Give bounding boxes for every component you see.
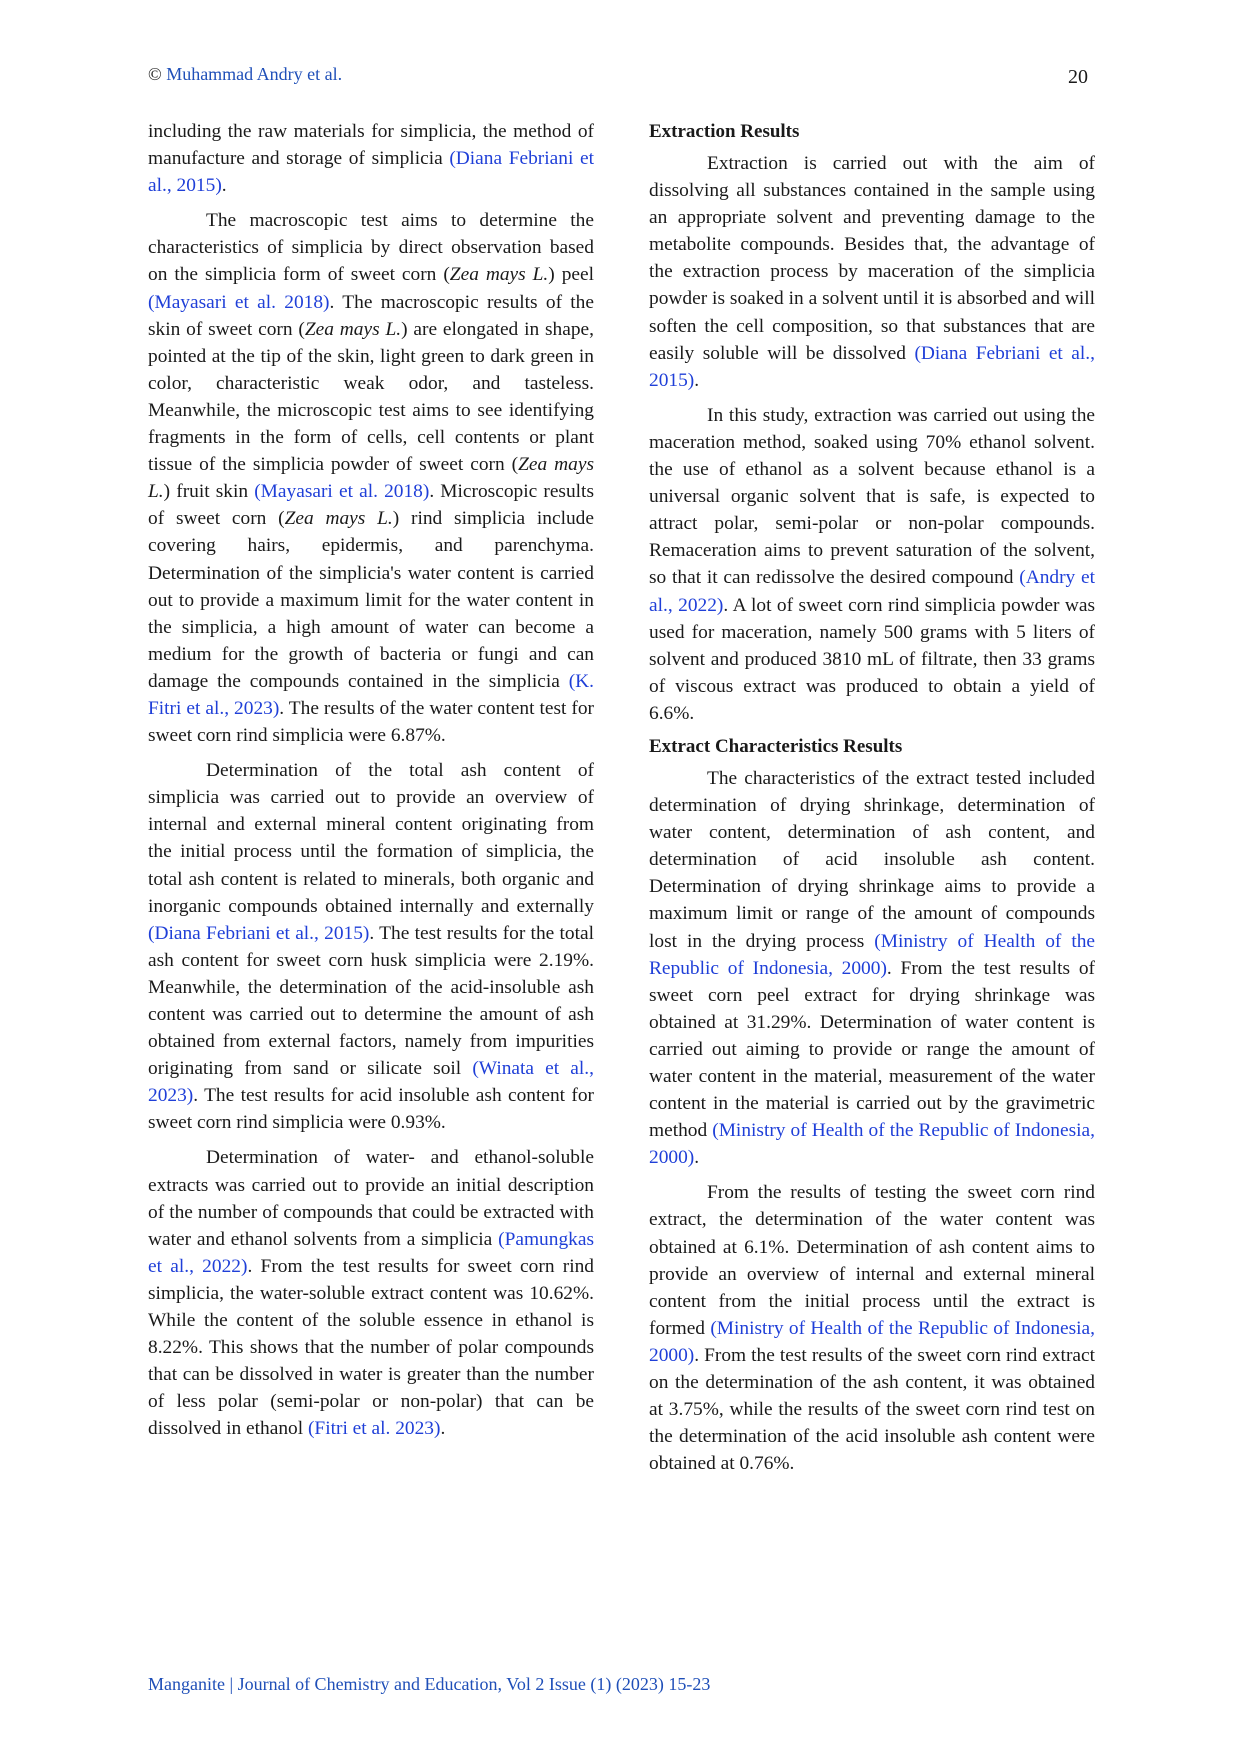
- citation-link[interactable]: (Mayasari et al. 2018): [254, 481, 430, 503]
- citation-link[interactable]: (Winata et al., 2023): [148, 1058, 595, 1107]
- citation-link[interactable]: (Diana Febriani et al., 2015): [148, 148, 594, 197]
- section-heading-extract-characteristics: Extract Characteristics Results: [649, 735, 903, 757]
- species-name: Zea mays L.: [284, 508, 393, 530]
- citation-link[interactable]: (Andry et al., 2022): [649, 567, 1095, 616]
- paragraph: Determination of the total ash content of simplicia was carried out to provide an overview of internal and external mineral content originating from the initial process until the formation of simplicia, the total ash content is related to minerals, both organic and inorganic compounds obtained internally and externally (Diana Febriani et al., 2015). The test results for the total ash content for sweet corn husk simplicia were 2.19%. Meanwhile, the determination of the acid-insoluble ash content was carried out to determine the amount of ash obtained from external factors, namely from impurities originating from sand or silicate soil (Winata et al., 2023). The test results for acid insoluble ash content for sweet corn rind simplicia were 0.93%.: [148, 760, 595, 1134]
- citation-link[interactable]: (Pamungkas et al., 2022): [148, 1228, 594, 1277]
- paragraph: including the raw materials for simplicia, the method of manufacture and storage of simplicia (Diana Febriani et al., 2015).: [148, 121, 594, 197]
- running-header: [148, 64, 342, 85]
- page-number: 20: [1068, 66, 1088, 88]
- paragraph: Extraction is carried out with the aim of dissolving all substances contained in the sample using an appropriate solvent and preventing damage to the metabolite compounds. Besides that, the advantage of the extraction process by maceration of the simplicia powder is soaked in a solvent until it is absorbed and will soften the cell composition, so that substances that are easily soluble will be dissolved (Diana Febriani et al., 2015).: [649, 153, 1096, 391]
- citation-link[interactable]: (K. Fitri et al., 2023): [148, 670, 594, 719]
- citation-link[interactable]: (Mayasari et al. 2018): [148, 291, 330, 313]
- citation-link[interactable]: (Ministry of Health of the Republic of Indonesia, 2000): [649, 930, 1096, 979]
- paragraph: From the results of testing the sweet corn rind extract, the determination of the water content was obtained at 6.1%. Determination of ash content aims to provide an overview of internal and external mineral content from the initial process until the extract is formed (Ministry of Health of the Republic of Indonesia, 2000). From the test results of the sweet corn rind extract on the determination of the ash content, it was obtained at 3.75%, while the results of the sweet corn rind test on the determination of the acid insoluble ash content were obtained at 0.76%.: [649, 1182, 1096, 1475]
- citation-link[interactable]: (Diana Febriani et al., 2015): [649, 342, 1096, 391]
- section-heading-extraction-results: Extraction Results: [649, 121, 800, 142]
- citation-link[interactable]: (Ministry of Health of the Republic of Indonesia, 2000): [649, 1317, 1096, 1366]
- paragraph: In this study, extraction was carried out using the maceration method, soaked using 70% ethanol solvent. the use of ethanol as a solvent because ethanol is a universal organic solvent that is safe, is expected to attract polar, semi-polar or non-polar compounds. Remaceration aims to prevent saturation of the solvent, so that it can redissolve the desired compound (Andry et al., 2022). A lot of sweet corn rind simplicia powder was used for maceration, namely 500 grams with 5 liters of solvent and produced 3810 mL of filtrate, then 33 grams of viscous extract was produced to obtain a yield of 6.6%.: [649, 404, 1096, 724]
- citation-link[interactable]: (Fitri et al. 2023): [307, 1418, 441, 1440]
- author-link[interactable]: Muhammad Andry et al.: [166, 64, 343, 84]
- copyright-symbol: ©: [148, 64, 162, 84]
- species-name: Zea mays L.: [304, 318, 402, 340]
- paragraph: The macroscopic test aims to determine the characteristics of simplicia by direct observation based on the simplicia form of sweet corn (Zea mays L.) peel (Mayasari et al. 2018). The macroscopic results of the skin of sweet corn (Zea mays L.) are elongated in shape, pointed at the tip of the skin, light green to dark green in color, characteristic weak odor, and tasteless. Meanwhile, the microscopic test aims to see identifying fragments in the form of cells, cell contents or plant tissue of the simplicia powder of sweet corn (Zea mays L.) fruit skin (Mayasari et al. 2018). Microscopic results of sweet corn (Zea mays L.) rind simplicia include covering hairs, epidermis, and parenchyma. Determination of the simplicia's water content is carried out to provide a maximum limit for the water content in the simplicia, a high amount of water can become a medium for the growth of bacteria or fungi and can damage the compounds contained in the simplicia (K. Fitri et al., 2023). The results of the water content test for sweet corn rind simplicia were 6.87%.: [148, 210, 595, 747]
- paragraph: Determination of water- and ethanol-soluble extracts was carried out to provide an initial description of the number of compounds that could be extracted with water and ethanol solvents from a simplicia (Pamungkas et al., 2022). From the test results for sweet corn rind simplicia, the water-soluble extract content was 10.62%. While the content of the soluble essence in ethanol is 8.22%. This shows that the number of polar compounds that can be dissolved in water is greater than the number of less polar (semi-polar or non-polar) that can be dissolved in ethanol (Fitri et al. 2023).: [148, 1147, 595, 1440]
- paragraph: The characteristics of the extract tested included determination of drying shrinkage, determination of water content, determination of ash content, and determination of acid insoluble ash content. Determination of drying shrinkage aims to provide a maximum limit or range of the amount of compounds lost in the drying process (Ministry of Health of the Republic of Indonesia, 2000). From the test results of sweet corn peel extract for drying shrinkage was obtained at 31.29%. Determination of water content is carried out aiming to provide or range the amount of water content in the material, measurement of the water content in the material is carried out by the gravimetric method (Ministry of Health of the Republic of Indonesia, 2000).: [649, 767, 1096, 1169]
- journal-footer[interactable]: Manganite | Journal of Chemistry and Education, Vol 2 Issue (1) (2023) 15-23: [148, 1674, 711, 1694]
- citation-link[interactable]: (Ministry of Health of the Republic of Indonesia, 2000): [649, 1120, 1095, 1169]
- left-column: [148, 118, 594, 1451]
- citation-link[interactable]: (Diana Febriani et al., 2015): [148, 922, 370, 944]
- species-name: Zea mays L.: [148, 454, 594, 503]
- right-column: [649, 118, 1095, 1485]
- species-name: Zea mays L.: [449, 264, 549, 286]
